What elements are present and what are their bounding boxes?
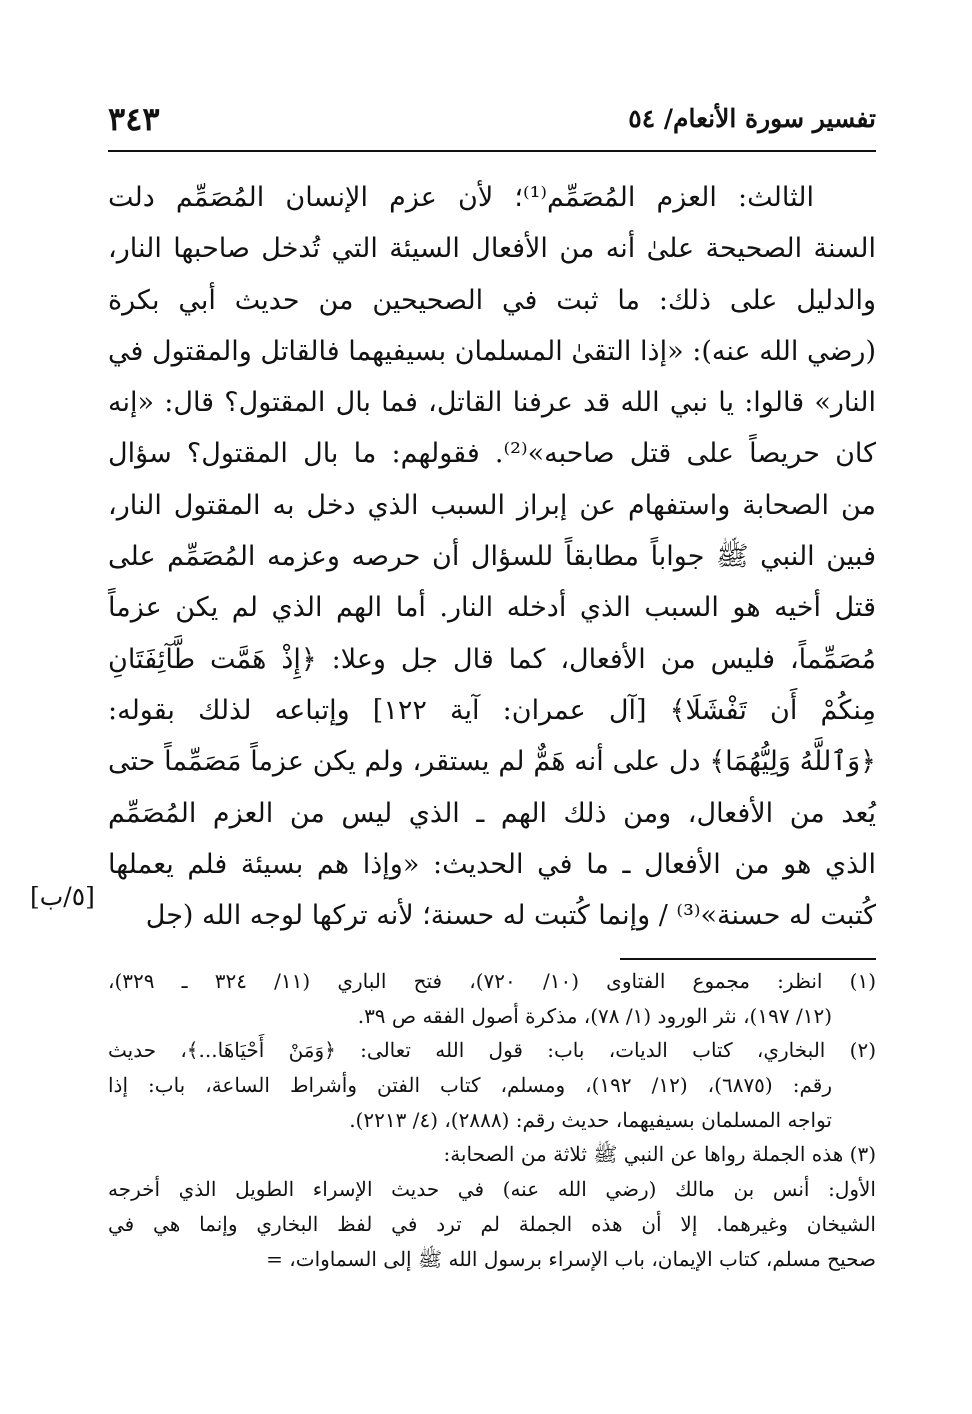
header-rule [108,150,876,152]
text-line: مُصَمِّماً، فليس من الأفعال، كما قال جل وعلا: ﴿إِذْ هَمَّت طَّآئِفَتَانِ [108,643,876,675]
text-line: كُتبت له حسنة»⁽³⁾ / وإنما كُتبت له حسنة؛ لأنه تركها لوجه الله (جل [145,900,876,932]
footnote-line: رقم: (٦٨٧٥)، (١٢/ ١٩٢)، ومسلم، كتاب الفتن وأشراط الساعة، باب: إذا [108,1073,832,1098]
footnote-line: صحيح مسلم، كتاب الإيمان، باب الإسراء برسول الله ﷺ إلى السماوات، = [266,1246,876,1271]
page-number: ٣٤٣ [108,100,160,138]
text-line: الذي هو من الأفعال ـ ما في الحديث: «وإذا هم بسيئة فلم يعملها [108,848,876,880]
text-line: والدليل على ذلك: ما ثبت في الصحيحين من حديث أبي بكرة [108,284,876,316]
text-line: مِنكُمْ أَن تَفْشَلَا﴾ [آل عمران: آية ١٢٢] وإتباعه لذلك بقوله: [108,694,876,726]
footnote-rule [620,958,876,960]
page-header [108,100,876,144]
text-line: السنة الصحيحة علىٰ أنه من الأفعال السيئة التي تُدخل صاحبها النار، [108,233,876,265]
footnote-line: (٣) هذه الجملة رواها عن النبي ﷺ ثلاثة من الصحابة: [443,1142,876,1167]
text-line: قتل أخيه هو السبب الذي أدخله النار. أما الهم الذي لم يكن عزماً [108,592,876,624]
text-line: من الصحابة واستفهام عن إبراز السبب الذي دخل به المقتول النار، [108,489,876,521]
text-line: فبين النبي ﷺ جواباً مطابقاً للسؤال أن حرصه وعزمه المُصَمِّم على [108,541,876,573]
text-line: ﴿وَٱللَّهُ وَلِيُّهُمَا﴾ دل على أنه هَمٌّ لم يستقر، ولم يكن عزماً مَصَمِّماً حتى [108,746,876,778]
footnote-line: الأول: أنس بن مالك (رضي الله عنه) في حديث الإسراء الطويل الذي أخرجه [108,1177,876,1202]
footnote-line: (١٢/ ١٩٧)، نثر الورود (١/ ٧٨)، مذكرة أصول الفقه ص ٣٩. [357,1003,832,1028]
running-title: تفسير سورة الأنعام/ ٥٤ [628,104,876,133]
main-text [108,172,876,941]
footnote-line: الشيخان وغيرهما. إلا أن هذه الجملة لم ترد في لفظ البخاري وإنما هي في [108,1211,876,1236]
text-line: الثالث: العزم المُصَمِّم⁽¹⁾؛ لأن عزم الإنسان المُصَمِّم دلت [108,182,814,213]
margin-manuscript-reference: [٥/ب] [30,882,95,911]
footnote-line: تواجه المسلمان بسيفيهما، حديث رقم: (٢٨٨٨)، (٤/ ٢٢١٣). [349,1107,832,1132]
text-line: كان حريصاً على قتل صاحبه»⁽²⁾. فقولهم: ما بال المقتول؟ سؤال [108,438,877,470]
footnote-line: (٢) البخاري، كتاب الديات، باب: قول الله تعالى: ﴿وَمَنْ أَحْيَاهَا...﴾، حديث [108,1038,876,1063]
footnotes [108,964,876,1276]
text-line: النار» قالوا: يا نبي الله قد عرفنا القاتل، فما بال المقتول؟ قال: «إنه [108,387,876,419]
text-line: يُعد من الأفعال، ومن ذلك الهم ـ الذي ليس من العزم المُصَمِّم [108,797,876,829]
footnote-line: (١) انظر: مجموع الفتاوى (١٠/ ٧٢٠)، فتح الباري (١١/ ٣٢٤ ـ ٣٢٩)، [108,969,877,993]
text-line: (رضي الله عنه): «إذا التقىٰ المسلمان بسيفيهما فالقاتل والمقتول في [108,335,876,367]
